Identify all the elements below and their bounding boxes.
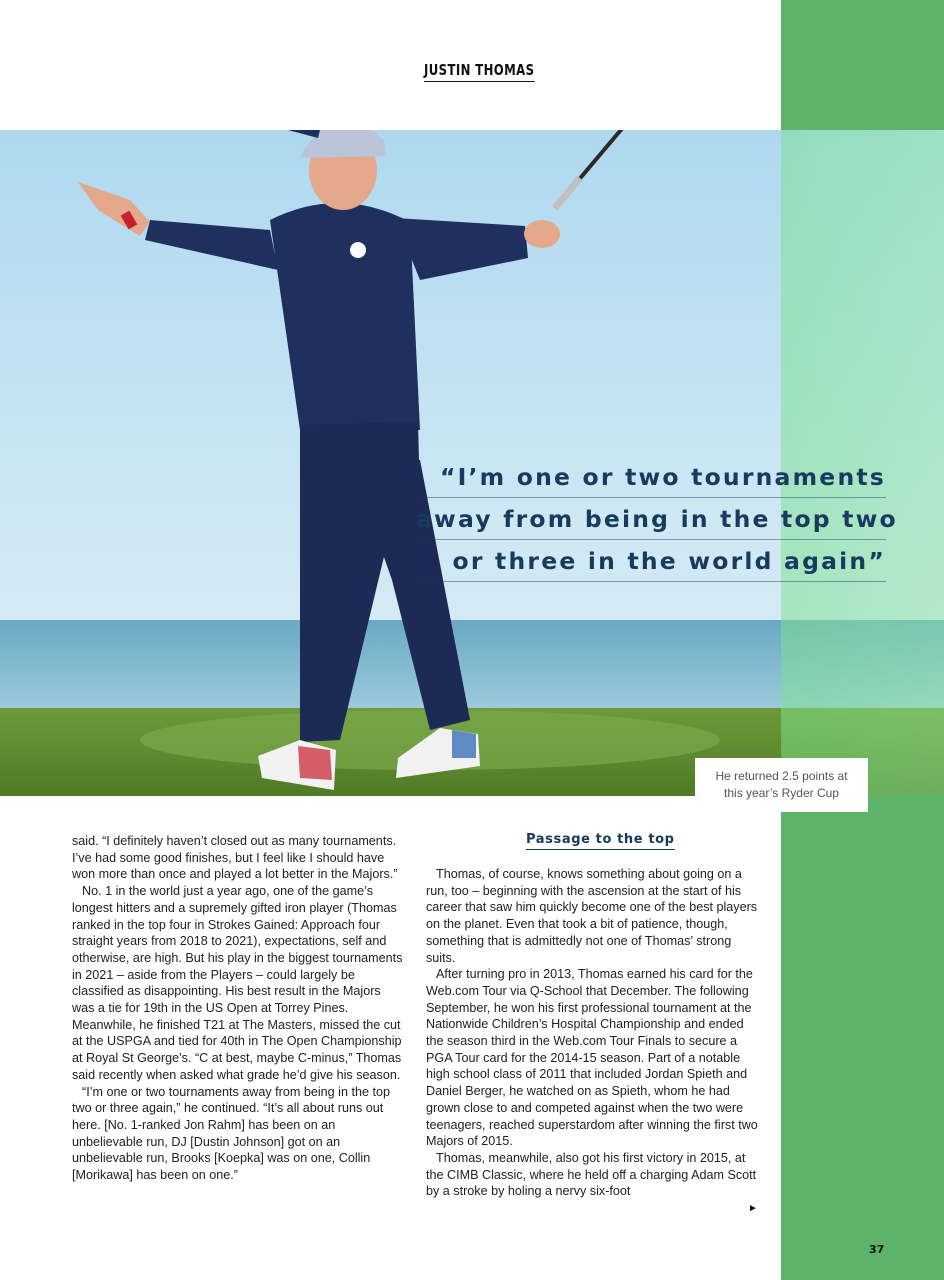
body-paragraph: Thomas, meanwhile, also got his first victory in 2015, at the CIMB Classic, where he held off a charging Adam Scott by a stroke by holing a nervy six-foot — [426, 1150, 757, 1199]
body-paragraph: “I’m one or two tournaments away from being in the top two or three again,” he continued. “It’s all about runs out here. [No. 1-ranked Jon Rahm] has been on an unbelievable run, DJ [Dustin Johnson] got on an unbelievable run, Brooks [Koepka] was on one, Collin [Morikawa] has been on one.” — [72, 1084, 390, 1183]
body-paragraph: No. 1 in the world just a year ago, one of the game’s longest hitters and a supremely gifted iron player (Thomas ranked in the top four in Strokes Gained: Approach four straight years from 2018 to 2021), expectations, self and otherwise, are high. But his play in the biggest tournaments in 2021 – aside from the Players – could largely be classified as disappointing. His best result in the Majors was a tie for 19th in the US Open at Torrey Pines. Meanwhile, he finished T21 at The Masters, missed the cut at the USPGA and tied for 40th in The Open Championship at Royal St George’s. “C at best, maybe C-minus,” Thomas said recently when asked what grade he’d give his season. — [72, 884, 403, 1082]
article-column-left — [72, 833, 406, 1184]
pull-quote — [416, 456, 898, 582]
page-number: 37 — [869, 1243, 885, 1256]
continue-arrow-icon: ► — [748, 1203, 758, 1214]
pull-quote-line: away from being in the top two — [416, 498, 886, 540]
caption-line: this year’s Ryder Cup — [724, 786, 839, 800]
article-column-right — [426, 866, 762, 1200]
running-head: JUSTIN THOMAS — [424, 61, 534, 82]
photo-caption — [695, 758, 868, 812]
pull-quote-line: “I’m one or two tournaments — [416, 456, 886, 498]
body-paragraph: said. “I definitely haven’t closed out as many tournaments. I’ve had some good finishes, but I feel like I should have won more than once and played a lot better in the Majors.” — [72, 834, 398, 882]
body-paragraph: After turning pro in 2013, Thomas earned his card for the Web.com Tour via Q-School that December. The following September, he won his first professional tournament at the Nationwide Children’s Hospital Championship and ended the season third in the Web.com Tour Finals to secure a PGA Tour card for the 2014-15 season. Part of a notable high school class of 2011 that included Jordan Spieth and Daniel Berger, he watched on as Spieth, whom he had grown close to and competed against when the two were teenagers, reached superstardom after winning the first two Majors of 2015. — [426, 967, 758, 1149]
body-paragraph: Thomas, of course, knows something about going on a run, too – beginning with the ascension at the start of his career that saw him quickly become one of the best players on the planet. Even that took a bit of patience, though, something that is admittedly not one of Thomas’ strong suits. — [426, 867, 758, 965]
section-subhead: Passage to the top — [526, 832, 675, 850]
caption-line: He returned 2.5 points at — [715, 769, 848, 783]
pull-quote-line: or three in the world again” — [416, 540, 886, 582]
